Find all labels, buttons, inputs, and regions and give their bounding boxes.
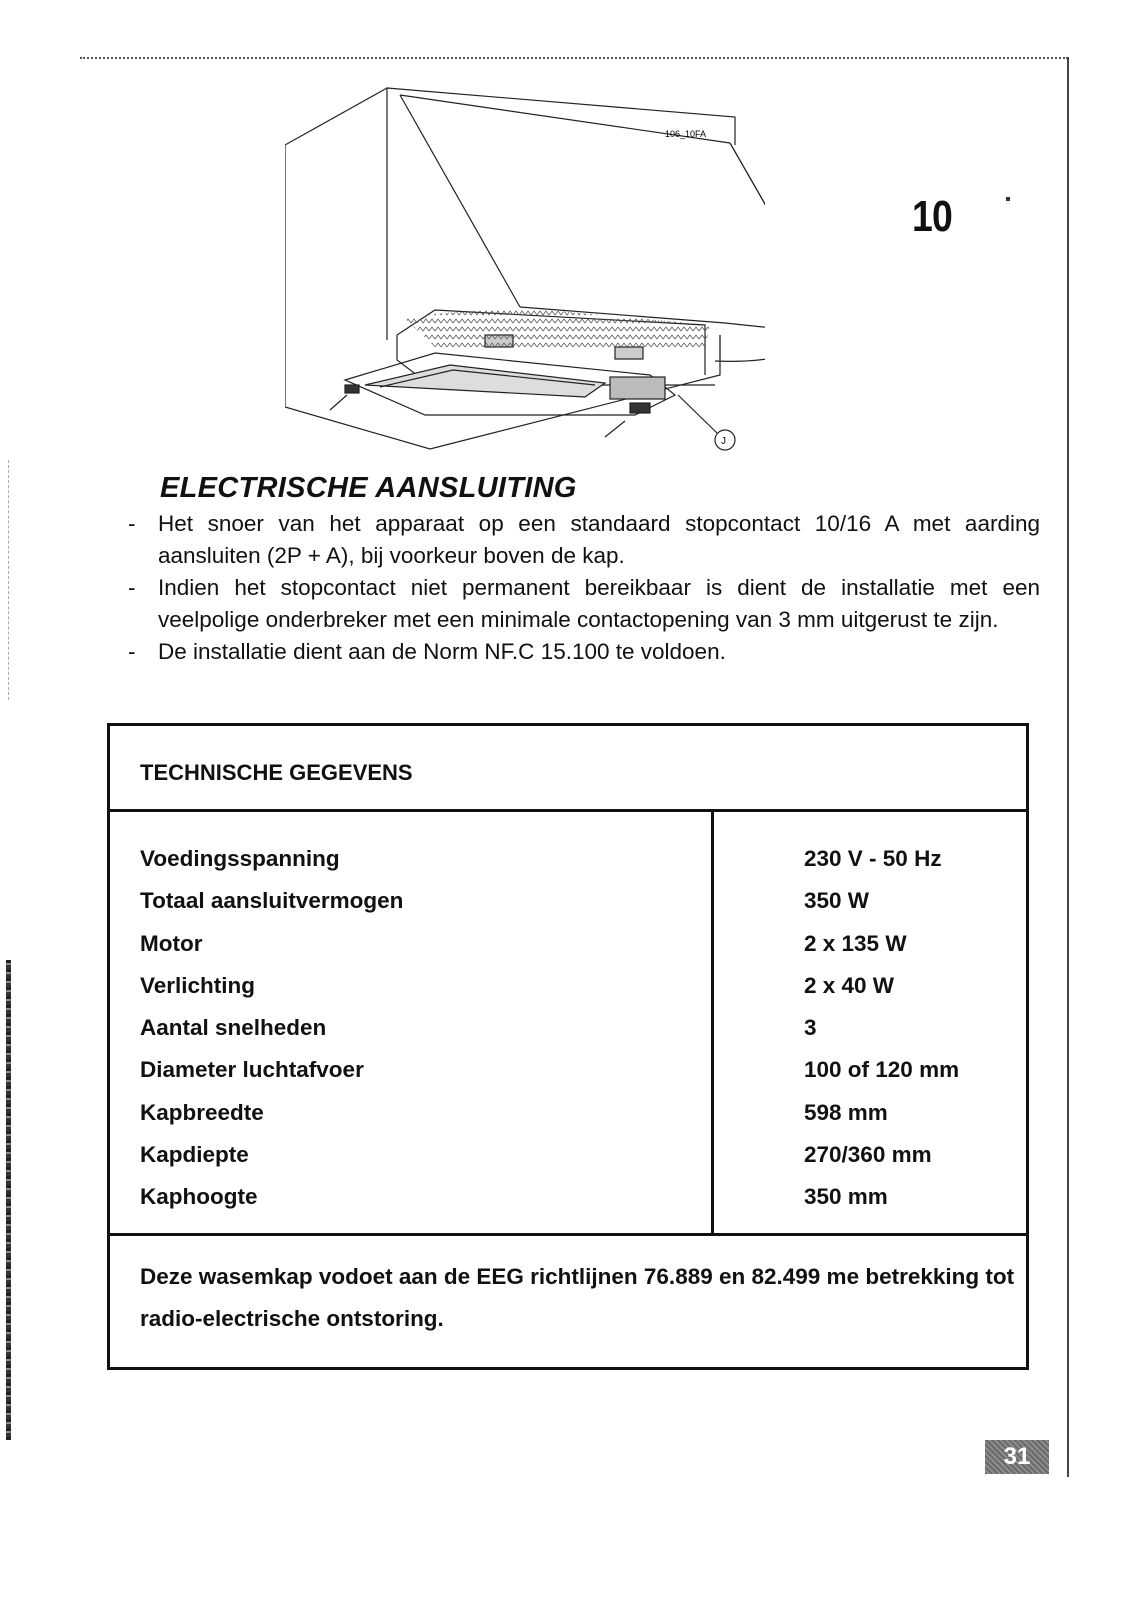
spec-value: 2 x 135 W: [804, 930, 907, 956]
figure-number: 10: [912, 192, 952, 241]
spec-label: Kaphoogte: [140, 1184, 258, 1210]
spec-value: 100 of 120 mm: [804, 1057, 960, 1083]
spec-label: Voedingsspanning: [140, 846, 340, 871]
spec-label: Aantal snelheden: [140, 1015, 327, 1041]
spec-value: 350 mm: [804, 1184, 888, 1210]
page-number: 31: [985, 1440, 1049, 1474]
spec-label: Kapbreedte: [140, 1099, 264, 1125]
spec-value: 270/360 mm: [804, 1142, 932, 1168]
spec-value: 3: [804, 1015, 817, 1041]
column-divider: [711, 812, 714, 1233]
instruction-item: - Het snoer van het apparaat op een standaard stopcontact 10/16 A met aarding aansluiten (2P + A), bij voorkeur boven de kap.: [128, 508, 1040, 572]
spec-label: Totaal aansluitvermogen: [140, 888, 404, 914]
technical-data-table: [107, 723, 1029, 1370]
spec-label: Diameter luchtafvoer: [140, 1057, 364, 1083]
scan-edge-artifact-faint: [8, 460, 10, 700]
right-border-line: [1067, 57, 1069, 1477]
callout-label: J: [721, 436, 726, 447]
top-border-line: [80, 57, 1068, 59]
spec-value: 598 mm: [804, 1099, 888, 1125]
scan-speck: [1006, 197, 1010, 201]
technical-data-title: TECHNISCHE GEGEVENS: [140, 760, 413, 785]
spec-value: 2 x 40 W: [804, 972, 895, 998]
section-heading: ELECTRISCHE AANSLUITING: [160, 472, 577, 504]
instruction-item: - De installatie dient aan de Norm NF.C 15.100 te voldoen.: [128, 636, 1040, 668]
spec-label: Kapdiepte: [140, 1142, 249, 1168]
scan-edge-artifact: [6, 960, 11, 1440]
instruction-list: [128, 508, 1040, 668]
figure-code: 106_10FA: [665, 129, 707, 139]
spec-values: [804, 838, 959, 1219]
spec-value: 350 W: [804, 888, 870, 914]
spec-rows: [110, 812, 1026, 1236]
instruction-item: - Indien het stopcontact niet permanent bereikbaar is dient de installatie met een veelpolige onderbreker met een minimale contactopening van 3 mm uitgerust te zijn.: [128, 572, 1040, 636]
compliance-statement: Deze wasemkap vodoet aan de EEG richtlijnen 76.889 en 82.499 me betrekking tot radio-electrische ontstoring.: [140, 1264, 1015, 1331]
spec-labels: [140, 838, 403, 1219]
spec-label: Motor: [140, 930, 203, 956]
spec-label: Verlichting: [140, 972, 256, 998]
spec-value: 230 V - 50 Hz: [804, 846, 942, 871]
range-hood-diagram: [285, 85, 765, 470]
technical-data-header: [110, 726, 1026, 812]
